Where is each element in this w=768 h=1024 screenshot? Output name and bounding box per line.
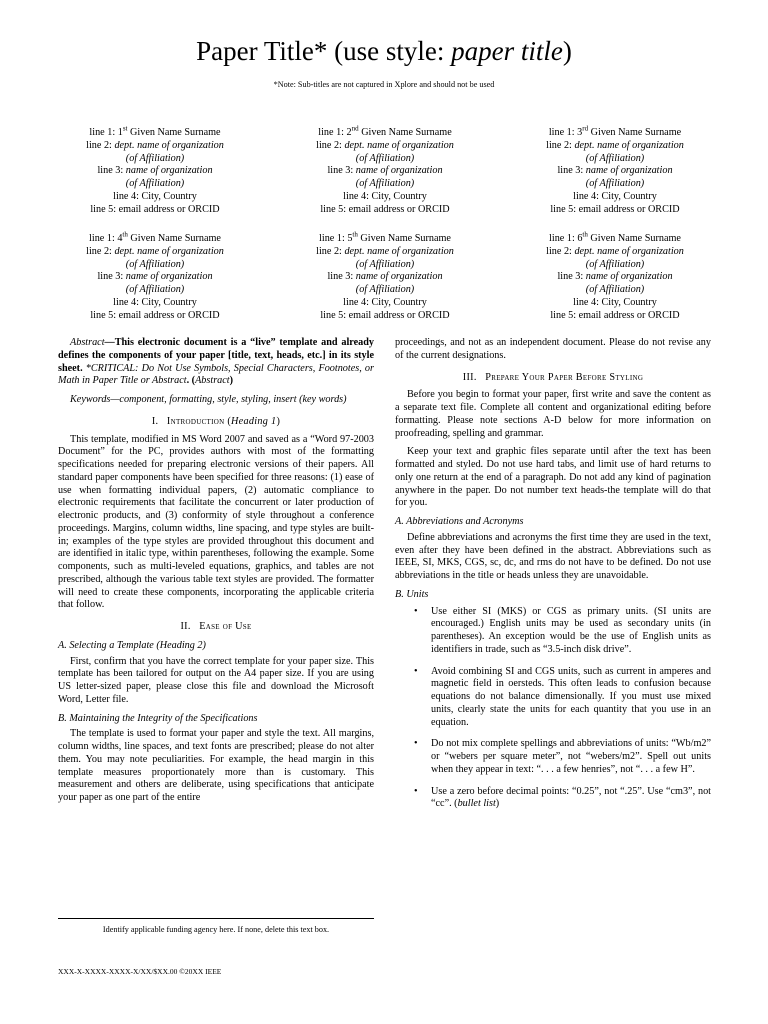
- abstract: Abstract—This electronic document is a “live” template and already defines the components of your paper [title, text, heads, etc.] in its style sheet. *CRITICAL: Do Not Use Symbols, Special Characters, Footnotes, or Math in Paper Title or Abstract. (Abstract): [58, 337, 374, 387]
- list-item: • Do not mix complete spellings and abbreviations of units: “Wb/m2” or “webers per square meter”, not “webers/m2”. Spell out units when they appear in text: “. . . a few henries”, not “. . . a few H”.: [414, 738, 711, 775]
- list-item: • Use a zero before decimal points: “0.25”, not “.25”. Use “cm3”, not “cc”. (bullet list): [414, 785, 711, 810]
- paragraph: Before you begin to format your paper, first write and save the content as a separate text file. Complete all content and organizational editing before formatting. Please note sections A-D below for more information on proofreading, spelling and grammar.: [395, 389, 711, 439]
- footnote-rule: [58, 918, 374, 919]
- bullet-list: [395, 606, 711, 812]
- section-heading: II. Ease of Use: [180, 621, 252, 632]
- subtitle-note: *Note: Sub-titles are not captured in Xplore and should not be used: [273, 80, 495, 89]
- bullet-icon: •: [414, 605, 418, 617]
- paragraph: The template is used to format your paper and style the text. All margins, column widths, line spaces, and text fonts are prescribed; please do not alter them. You may note peculiarities. For example, the head margin in this template measures proportionately more than is customary. This measurement and others are deliberate, using specifications that anticipate your paper as one part of the entire: [58, 728, 374, 803]
- paper-title: Paper Title* (use style: paper title): [196, 36, 572, 66]
- paragraph: First, confirm that you have the correct template for your paper size. This template has been tailored for output on the A4 paper size. If you are using US letter-sized paper, please close this file and download the Microsoft Word, Letter file.: [58, 655, 374, 705]
- bullet-icon: •: [414, 785, 418, 797]
- subsection-heading: B. Maintaining the Integrity of the Specifications: [58, 712, 258, 724]
- author-block: line 1: 4th Given Name Surname line 2: dept. name of organization (of Affiliation) line 3: name of organization (of Affiliation) line 4: City, Country line 5: email address or ORCID: [86, 230, 224, 321]
- section-heading: I. Introduction (Heading 1): [151, 415, 281, 427]
- subsection-heading: A. Abbreviations and Acronyms: [395, 516, 524, 527]
- author-block: line 1: 2nd Given Name Surname line 2: dept. name of organization (of Affiliation) line 3: name of organization (of Affiliation) line 4: City, Country line 5: email address or ORCID: [316, 124, 454, 215]
- right-column: [395, 337, 711, 820]
- author-block: line 1: 1st Given Name Surname line 2: dept. name of organization (of Affiliation) line 3: name of organization (of Affiliation) line 4: City, Country line 5: email address or ORCID: [86, 124, 224, 215]
- paragraph: This template, modified in MS Word 2007 and saved as a “Word 97-2003 Document” for the PC, provides authors with most of the formatting specifications needed for preparing electronic versions of their papers. All standard paper components have been specified for three reasons: (1) ease of use when formatting individual papers, (2) automatic compliance to electronic requirements that facilitate the concurrent or later production of electronic products, and (3) conformity of style throughout a conference proceedings. Margins, column widths, line spacing, and type styles are built-in; examples of the type styles are provided throughout this document and are identified in italic type, within parentheses, following the example. Some components, such as multi-leveled equations, graphics, and tables are not prescribed, although the various table text styles are provided. The formatter will need to create these components, incorporating the applicable criteria that follow.: [58, 433, 374, 611]
- paragraph: Keep your text and graphic files separate until after the text has been formatted and styled. Do not use hard tabs, and limit use of hard returns to only one return at the end of a paragraph. Do not add any kind of pagination anywhere in the paper. Do not number text heads-the template will do that for you.: [395, 446, 711, 509]
- paragraph: Define abbreviations and acronyms the first time they are used in the text, even after they have been defined in the abstract. Abbreviations such as IEEE, SI, MKS, CGS, sc, dc, and rms do not have to be defined. Do not use abbreviations in the title or heads unless they are unavoidable.: [395, 531, 711, 581]
- author-block: line 1: 5th Given Name Surname line 2: dept. name of organization (of Affiliation) line 3: name of organization (of Affiliation) line 4: City, Country line 5: email address or ORCID: [316, 230, 454, 321]
- list-item: • Avoid combining SI and CGS units, such as current in amperes and magnetic field in oersteds. This often leads to confusion because equations do not balance dimensionally. If you must use mixed units, clearly state the units for each quantity that you use in an equation.: [414, 665, 711, 728]
- author-row-1: [40, 124, 730, 217]
- funding-footnote: Identify applicable funding agency here. If none, delete this text box.: [102, 925, 330, 934]
- bullet-icon: •: [414, 665, 418, 677]
- section-heading: III. Prepare Your Paper Before Styling: [462, 371, 644, 383]
- bullet-icon: •: [414, 738, 418, 750]
- subsection-heading: B. Units: [395, 588, 429, 600]
- left-column: [58, 337, 374, 805]
- author-block: line 1: 6th Given Name Surname line 2: dept. name of organization (of Affiliation) line 3: name of organization (of Affiliation) line 4: City, Country line 5: email address or ORCID: [546, 230, 684, 321]
- subsection-heading: A. Selecting a Template (Heading 2): [58, 639, 206, 651]
- copyright-line: XXX-X-XXXX-XXXX-X/XX/$XX.00 ©20XX IEEE: [58, 967, 222, 976]
- keywords: Keywords—component, formatting, style, styling, insert (key words): [70, 394, 347, 405]
- paragraph: proceedings, and not as an independent document. Please do not revise any of the current designations.: [395, 337, 711, 361]
- author-block: line 1: 3rd Given Name Surname line 2: dept. name of organization (of Affiliation) line 3: name of organization (of Affiliation) line 4: City, Country line 5: email address or ORCID: [546, 124, 684, 215]
- list-item: • Use either SI (MKS) or CGS as primary units. (SI units are encouraged.) English units may be used as secondary units (in parentheses). An exception would be the use of English units as identifiers in trade, such as “3.5-inch disk drive”.: [414, 605, 711, 655]
- author-row-2: [40, 230, 730, 323]
